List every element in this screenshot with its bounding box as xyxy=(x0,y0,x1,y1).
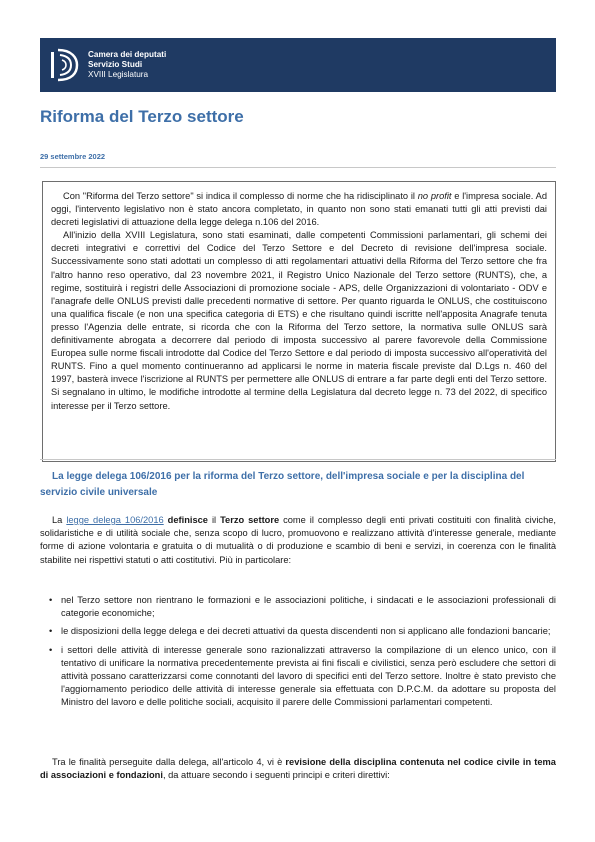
bullet-icon: • xyxy=(49,626,53,637)
summary-paragraph-2: All'inizio della XVIII Legislatura, sono stati esaminati, dalle competenti Commissioni parlamentari, gli schemi dei decreti integrativi e correttivi del Codice del Terzo Settore e del Decreto di revisione dell'impresa sociale. Successivamente sono stati adottati un complesso di atti regolamentari attuativi della Riforma del Terzo settore che fra l'altro hanno reso operativo, dal 23 novembre 2021, il Registro Unico Nazionale del Terzo settore (RUNTS), che, a regime, sostituirà i registri delle Associazioni di promozione sociale - APS, delle Organizzazioni di volontariato - ODV e l'anagrafe delle ONLUS previsti dalle precedenti normative di settore. Per quanto riguarda le ONLUS, che costituiscono una qualifica fiscale (e non una specifica categoria di ETS) e che risultano quindi iscritte nell'apposita Anagrafe tenuta presso l'Agenzia delle entrate, si ricorda che con la Riforma del Terzo settore, la normativa sulle ONLUS sarà definitivamente abrogata a decorrere dal periodo di imposta successivo al parere favorevole della Commissione Europea sulle norme fiscali introdotte dal Codice del Terzo Settore e dal periodo di imposta successivo all'operatività del RUNTS. Fino a quel momento continueranno ad applicarsi le norme in materia fiscale previste dal D.Lgs n. 460 del 1997, basterà invece l'iscrizione al RUNTS per permettere alle ONLUS di entrare a far parte degli enti del Terzo settore. Si segnalano in ultimo, le modifiche introdotte al termine della Legislatura dal decreto legge n. 73 del 2022, di specifico interesse per il Terzo settore. xyxy=(51,230,547,411)
bullet-icon: • xyxy=(49,644,53,655)
no-profit-term: no profit xyxy=(417,191,452,201)
bullet-icon: • xyxy=(49,595,53,605)
intro-paragraph: La legge delega 106/2016 definisce il Terzo settore come il complesso degli enti privati costituiti con finalità civiche, solidaristiche e di utilità sociale che, senza scopo di lucro, promuovono e realizzano attività d'interesse generale, mediante forme di azione volontaria e gratuita o di mutualità o di produzione e scambio di beni e servizi, in coerenza con le finalità stabilite nei rispettivi statuti o atti costitutivi. Più in particolare: xyxy=(40,515,556,565)
divider-top xyxy=(40,167,556,168)
list-item: • nel Terzo settore non rientrano le formazioni e le associazioni politiche, i sindacati e le associazioni professionali di categorie economiche; xyxy=(49,595,556,619)
divider-section xyxy=(40,459,556,460)
legge-delega-link[interactable]: legge delega 106/2016 xyxy=(66,515,164,525)
org-name: Camera dei deputati xyxy=(88,50,167,59)
list-item: • i settori delle attività di interesse generale sono razionalizzati attraverso la compilazione di un elenco unico, con il tentativo di unificare la normativa precedentemente prevista ai fini fiscali e civilistici, senza però escludere che settori di attività possano caratterizzarsi come connotanti del lavoro di specifici enti del Terzo settore. Inoltre è stato previsto che l'aggiornamento periodico delle attività di interesse generale sia effettuata con D.P.C.M. da adottare su proposta del Ministro del lavoro e delle politiche sociali, acquisito il parere delle Commissioni parlamentari competenti. xyxy=(49,644,556,708)
summary-paragraph-1: Con "Riforma del Terzo settore" si indica il complesso di norme che ha ridisciplinato il no profit e l'impresa sociale. Ad oggi, l'intervento legislativo non è stato ancora completato, in quanto non sono stati emanati tutti gli atti previsti dai decreti legislativi di attuazione della legge delega n.106 del 2016. xyxy=(51,191,548,228)
org-legislature: XVIII Legislatura xyxy=(88,70,149,79)
bullet-list xyxy=(40,594,556,715)
org-service: Servizio Studi xyxy=(88,60,143,69)
publication-date: 29 settembre 2022 xyxy=(40,152,106,161)
header-banner xyxy=(40,38,556,92)
closing-paragraph: Tra le finalità perseguite dalla delega, all'articolo 4, vi è revisione della disciplina contenuta nel codice civile in tema di associazioni e fondazioni, da attuare secondo i seguenti principi e criteri direttivi: xyxy=(40,757,556,781)
page-title: Riforma del Terzo settore xyxy=(40,107,244,126)
list-item: • le disposizioni della legge delega e dei decreti attuativi da questa discendenti non si applicano alle fondazioni bancarie; xyxy=(40,625,556,638)
camera-deputati-logo-icon xyxy=(46,45,80,85)
section-heading: La legge delega 106/2016 per la riforma del Terzo settore, dell'impresa sociale e per la disciplina del servizio civile universale xyxy=(40,471,525,498)
header-org-block xyxy=(88,50,166,80)
summary-box xyxy=(42,181,556,462)
